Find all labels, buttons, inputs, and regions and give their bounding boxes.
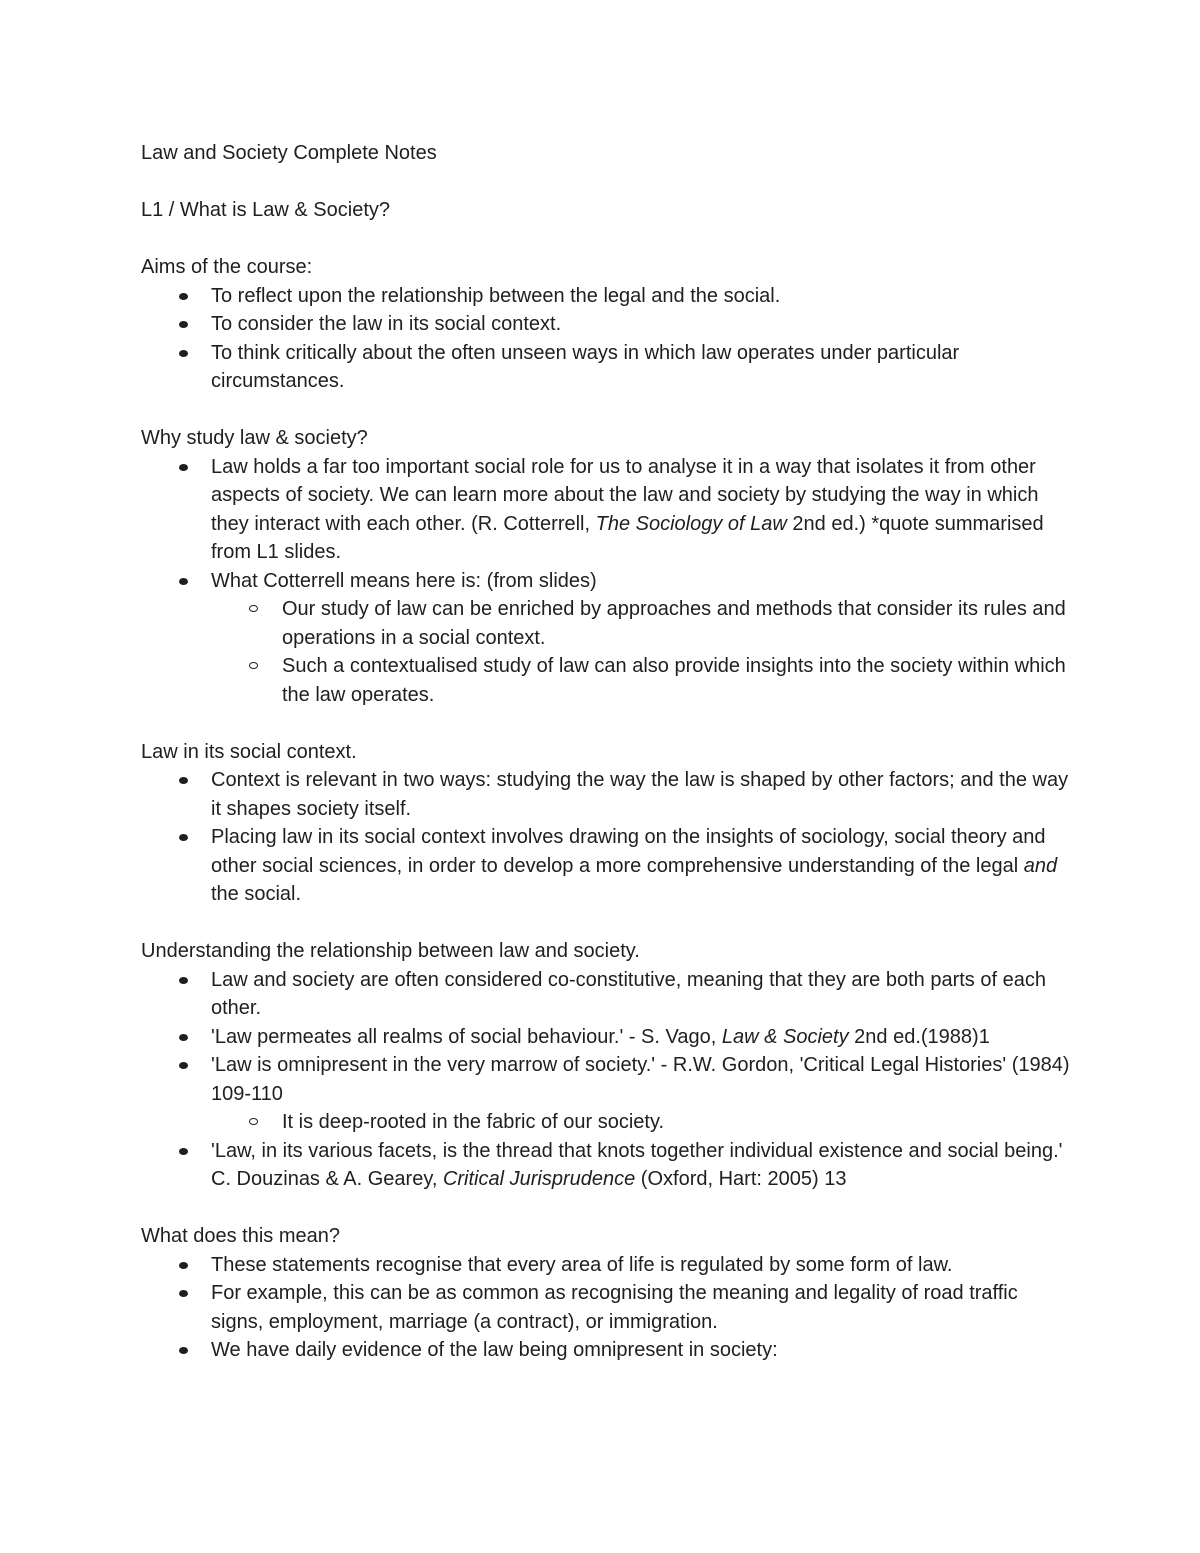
list-item: To reflect upon the relationship between the legal and the social. — [141, 282, 1071, 311]
list-item: 'Law permeates all realms of social behaviour.' - S. Vago, Law & Society 2nd ed.(1988)1 — [141, 1023, 1071, 1052]
spacer — [141, 1194, 1071, 1223]
bullet-icon — [179, 1062, 188, 1069]
sub-list — [211, 1108, 1071, 1137]
bullet-icon — [179, 464, 188, 471]
document-title: Law and Society Complete Notes — [141, 142, 437, 164]
bullet-icon — [179, 1034, 188, 1041]
bullet-icon — [179, 1347, 188, 1354]
bullet-icon — [179, 1148, 188, 1155]
section-heading-why-study: Why study law & society? — [141, 427, 368, 449]
bullet-icon — [179, 977, 188, 984]
sub-list-item: Our study of law can be enriched by approaches and methods that consider its rules and operations in a social context. — [211, 595, 1071, 652]
meaning-list — [141, 1251, 1071, 1365]
relationship-list — [141, 966, 1071, 1194]
spacer — [141, 396, 1071, 425]
bullet-icon — [179, 321, 188, 328]
list-item: To consider the law in its social context. — [141, 310, 1071, 339]
section-heading-social-context: Law in its social context. — [141, 740, 357, 763]
spacer — [141, 225, 1071, 254]
list-item: To think critically about the often unseen ways in which law operates under particular circumstances. — [141, 339, 1071, 396]
spacer — [141, 909, 1071, 938]
why-study-list — [141, 453, 1071, 710]
list-item: These statements recognise that every area of life is regulated by some form of law. — [141, 1251, 1071, 1280]
list-item: 'Law is omnipresent in the very marrow of society.' - R.W. Gordon, 'Critical Legal Histories' (1984) 109-110 It is deep-rooted in the fabric of our society. — [141, 1051, 1071, 1137]
list-item: For example, this can be as common as recognising the meaning and legality of road traffic signs, employment, marriage (a contract), or immigration. — [141, 1279, 1071, 1336]
hollow-bullet-icon — [249, 605, 258, 612]
bullet-icon — [179, 350, 188, 357]
list-item: What Cotterrell means here is: (from slides) Our study of law can be enriched by approaches and methods that consider its rules and operations in a social context. Such a contextualised study of law can also provide insights into the society within which the law operates. — [141, 567, 1071, 710]
hollow-bullet-icon — [249, 662, 258, 669]
lecture-heading: L1 / What is Law & Society? — [141, 199, 391, 221]
sub-list — [211, 595, 1071, 709]
bullet-icon — [179, 834, 188, 841]
spacer — [141, 709, 1071, 738]
section-heading-meaning: What does this mean? — [141, 1225, 340, 1247]
list-item: Law and society are often considered co-constitutive, meaning that they are both parts of each other. — [141, 966, 1071, 1023]
bullet-icon — [179, 1262, 188, 1269]
sub-list-item: Such a contextualised study of law can also provide insights into the society within which the law operates. — [211, 652, 1071, 709]
bullet-icon — [179, 777, 188, 784]
list-item: 'Law, in its various facets, is the thread that knots together individual existence and social being.' C. Douzinas & A. Gearey, Critical Jurisprudence (Oxford, Hart: 2005) 13 — [141, 1137, 1071, 1194]
sub-list-item: It is deep-rooted in the fabric of our society. — [211, 1108, 1071, 1137]
document-page — [141, 139, 1071, 1365]
section-heading-aims: Aims of the course: — [141, 256, 313, 278]
social-context-list — [141, 766, 1071, 909]
bullet-icon — [179, 578, 188, 585]
list-item: Context is relevant in two ways: studying the way the law is shaped by other factors; and the way it shapes society itself. — [141, 766, 1071, 823]
hollow-bullet-icon — [249, 1118, 258, 1125]
bullet-icon — [179, 1290, 188, 1297]
section-heading-relationship: Understanding the relationship between law and society. — [141, 940, 640, 962]
spacer — [141, 168, 1071, 197]
bullet-icon — [179, 293, 188, 300]
list-item: We have daily evidence of the law being omnipresent in society: — [141, 1336, 1071, 1365]
aims-list — [141, 282, 1071, 396]
list-item: Placing law in its social context involves drawing on the insights of sociology, social theory and other social sciences, in order to develop a more comprehensive understanding of the legal and the social. — [141, 823, 1071, 909]
list-item: Law holds a far too important social role for us to analyse it in a way that isolates it from other aspects of society. We can learn more about the law and society by studying the way in which they interact with each other. (R. Cotterrell, The Sociology of Law 2nd ed.) *quote summarised from L1 slides. — [141, 453, 1071, 567]
